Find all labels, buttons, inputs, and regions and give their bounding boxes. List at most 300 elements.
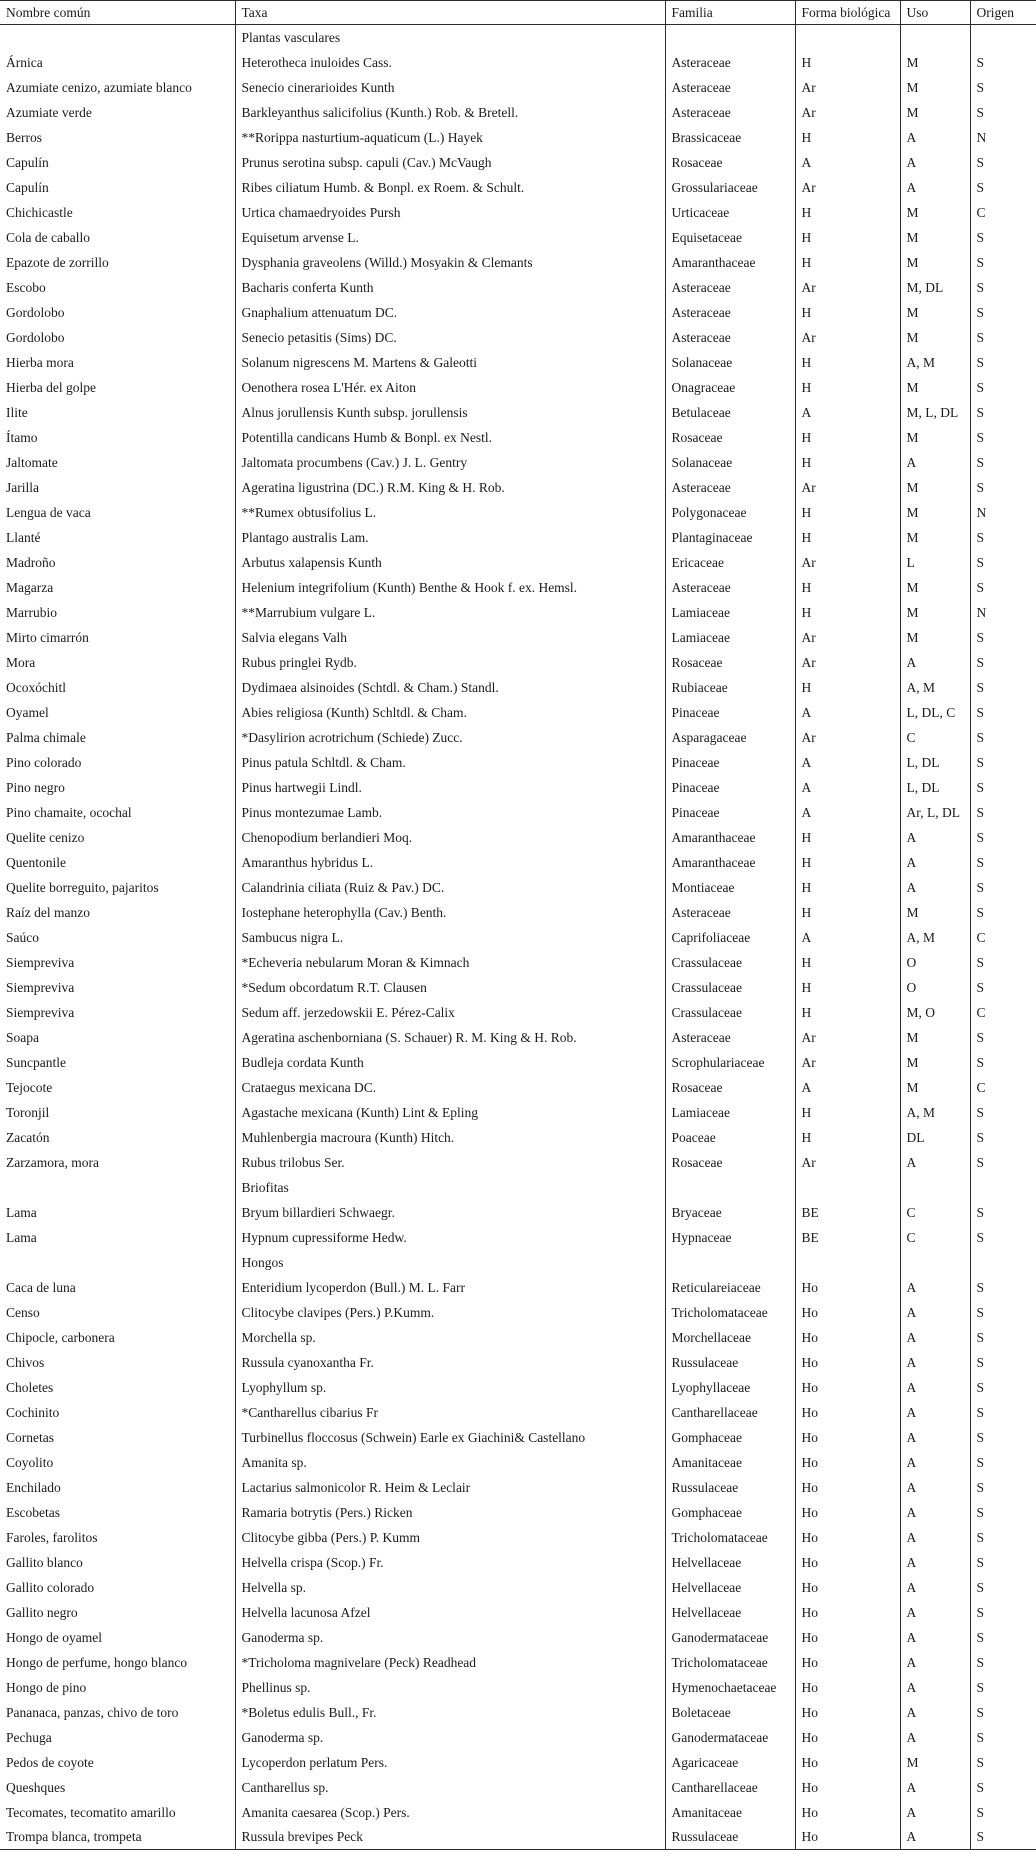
use-cell: M (900, 425, 970, 450)
family-cell: Asteraceae (665, 300, 795, 325)
origin-cell: S (970, 1400, 1036, 1425)
table-row (0, 900, 1036, 925)
biological-form-cell: Ho (795, 1300, 900, 1325)
empty-cell (0, 25, 235, 50)
use-cell: A (900, 1350, 970, 1375)
origin-cell: S (970, 475, 1036, 500)
common-name-cell: Tejocote (6, 1079, 53, 1095)
biological-form-cell: Ho (795, 1725, 900, 1750)
biological-form-cell: A (795, 700, 900, 725)
use-cell: A (900, 1325, 970, 1350)
family-cell: Rosaceae (665, 1150, 795, 1175)
family-cell: Asteraceae (665, 1025, 795, 1050)
table-row (0, 75, 1036, 100)
family-cell: Plantaginaceae (665, 525, 795, 550)
table-row (0, 1275, 1036, 1300)
empty-cell (900, 1250, 970, 1275)
origin-cell: N (970, 125, 1036, 150)
table-row (0, 1500, 1036, 1525)
biological-form-cell: Ho (795, 1700, 900, 1725)
common-name-cell: Escobetas (6, 1504, 60, 1520)
empty-cell (970, 1175, 1036, 1200)
family-cell: Rubiaceae (665, 675, 795, 700)
table-row (0, 800, 1036, 825)
table-row (0, 1375, 1036, 1400)
family-cell: Tricholomataceae (665, 1650, 795, 1675)
family-cell: Solanaceae (665, 450, 795, 475)
common-name-cell: Quelite cenizo (6, 829, 85, 845)
origin-cell: S (970, 225, 1036, 250)
use-cell: M (900, 525, 970, 550)
family-cell: Lamiaceae (665, 1100, 795, 1125)
taxa-cell: *Tricholoma magnivelare (Peck) Readhead (235, 1650, 665, 1675)
table-row (0, 1625, 1036, 1650)
common-name-cell: Capulín (6, 179, 49, 195)
use-cell: L, DL (900, 750, 970, 775)
biological-form-cell: H (795, 575, 900, 600)
origin-cell: S (970, 1725, 1036, 1750)
common-name-cell: Queshques (6, 1779, 66, 1795)
table-row (0, 1475, 1036, 1500)
origin-cell: S (970, 1750, 1036, 1775)
common-name-cell: Mora (6, 654, 36, 670)
origin-cell: S (970, 775, 1036, 800)
use-cell: M (900, 50, 970, 75)
taxa-cell: Lyophyllum sp. (235, 1375, 665, 1400)
taxa-cell: Crataegus mexicana DC. (235, 1075, 665, 1100)
family-cell: Cantharellaceae (665, 1775, 795, 1800)
family-cell: Russulaceae (665, 1825, 795, 1850)
family-cell: Asteraceae (665, 575, 795, 600)
origin-cell: S (970, 1300, 1036, 1325)
family-cell: Gomphaceae (665, 1425, 795, 1450)
origin-cell: S (970, 50, 1036, 75)
origin-cell: C (970, 1075, 1036, 1100)
use-cell: A (900, 1575, 970, 1600)
origin-cell: S (970, 850, 1036, 875)
biological-form-cell: Ar (795, 1150, 900, 1175)
header-uso: Uso (900, 1, 970, 25)
table-row (0, 525, 1036, 550)
biological-form-cell: H (795, 1100, 900, 1125)
biological-form-cell: BE (795, 1225, 900, 1250)
table-row (0, 1125, 1036, 1150)
table-row (0, 1050, 1036, 1075)
common-name-cell: Árnica (6, 54, 43, 70)
use-cell: A (900, 1550, 970, 1575)
origin-cell: S (970, 625, 1036, 650)
biological-form-cell: Ho (795, 1400, 900, 1425)
origin-cell: S (970, 825, 1036, 850)
use-cell: A, M (900, 925, 970, 950)
taxa-cell: **Marrubium vulgare L. (235, 600, 665, 625)
common-name-cell: Lama (6, 1229, 37, 1245)
biological-form-cell: H (795, 950, 900, 975)
use-cell: A (900, 1275, 970, 1300)
common-name-cell: Palma chimale (6, 729, 86, 745)
table-row (0, 450, 1036, 475)
origin-cell: S (970, 700, 1036, 725)
biological-form-cell: Ar (795, 475, 900, 500)
biological-form-cell: H (795, 500, 900, 525)
biological-form-cell: H (795, 450, 900, 475)
table-row (0, 1450, 1036, 1475)
taxa-cell: Pinus montezumae Lamb. (235, 800, 665, 825)
biological-form-cell: H (795, 975, 900, 1000)
table-row (0, 425, 1036, 450)
use-cell: DL (900, 1125, 970, 1150)
taxa-cell: *Dasylirion acrotrichum (Schiede) Zucc. (235, 725, 665, 750)
biological-form-cell: H (795, 350, 900, 375)
common-name-cell: Ilite (6, 404, 28, 420)
biological-form-cell: A (795, 925, 900, 950)
biological-form-cell: H (795, 525, 900, 550)
use-cell: A (900, 1150, 970, 1175)
common-name-cell: Pedos de coyote (6, 1754, 94, 1770)
origin-cell: S (970, 1350, 1036, 1375)
taxa-cell: Iostephane heterophylla (Cav.) Benth. (235, 900, 665, 925)
taxa-cell: Dysphania graveolens (Willd.) Mosyakin & Clemants (235, 250, 665, 275)
family-cell: Morchellaceae (665, 1325, 795, 1350)
family-cell: Amaranthaceae (665, 250, 795, 275)
taxa-cell: Ganoderma sp. (235, 1725, 665, 1750)
origin-cell: S (970, 275, 1036, 300)
use-cell: M (900, 75, 970, 100)
use-cell: A (900, 150, 970, 175)
origin-cell: S (970, 400, 1036, 425)
origin-cell: S (970, 425, 1036, 450)
family-cell: Asteraceae (665, 275, 795, 300)
common-name-cell: Lama (6, 1204, 37, 1220)
common-name-cell: Siempreviva (6, 954, 75, 970)
family-cell: Amanitaceae (665, 1800, 795, 1825)
taxa-cell: Russula cyanoxantha Fr. (235, 1350, 665, 1375)
taxa-cell: Helvella sp. (235, 1575, 665, 1600)
use-cell: C (900, 725, 970, 750)
biological-form-cell: H (795, 125, 900, 150)
biological-form-cell: A (795, 150, 900, 175)
use-cell: A (900, 875, 970, 900)
common-name-cell: Caca de luna (6, 1279, 76, 1295)
origin-cell: S (970, 1150, 1036, 1175)
common-name-cell: Jaltomate (6, 454, 58, 470)
use-cell: A (900, 1800, 970, 1825)
origin-cell: S (970, 1800, 1036, 1825)
table-row (0, 650, 1036, 675)
table-row (0, 1650, 1036, 1675)
common-name-cell: Hierba mora (6, 354, 74, 370)
common-name-cell: Cornetas (6, 1429, 54, 1445)
common-name-cell: Escobo (6, 279, 46, 295)
origin-cell: S (970, 1525, 1036, 1550)
taxa-cell: Oenothera rosea L'Hér. ex Aiton (235, 375, 665, 400)
taxa-cell: Clitocybe clavipes (Pers.) P.Kumm. (235, 1300, 665, 1325)
family-cell: Crassulaceae (665, 1000, 795, 1025)
empty-cell (900, 1175, 970, 1200)
header-origen: Origen (970, 1, 1036, 25)
taxa-cell: Pinus hartwegii Lindl. (235, 775, 665, 800)
family-cell: Ganodermataceae (665, 1625, 795, 1650)
common-name-cell: Ítamo (6, 429, 38, 445)
common-name-cell: Cochinito (6, 1404, 60, 1420)
biological-form-cell: Ho (795, 1475, 900, 1500)
use-cell: C (900, 1200, 970, 1225)
use-cell: M, DL (900, 275, 970, 300)
common-name-cell: Pino negro (6, 779, 65, 795)
origin-cell: S (970, 1775, 1036, 1800)
family-cell: Tricholomataceae (665, 1525, 795, 1550)
use-cell: M (900, 575, 970, 600)
use-cell: A (900, 1500, 970, 1525)
biological-form-cell: Ar (795, 100, 900, 125)
table-row (0, 175, 1036, 200)
biological-form-cell: Ho (795, 1275, 900, 1300)
origin-cell: S (970, 1425, 1036, 1450)
table-row (0, 1550, 1036, 1575)
table-row (0, 1700, 1036, 1725)
family-cell: Asteraceae (665, 100, 795, 125)
origin-cell: S (970, 150, 1036, 175)
use-cell: M (900, 500, 970, 525)
taxa-cell: Enteridium lycoperdon (Bull.) M. L. Farr (235, 1275, 665, 1300)
common-name-cell: Faroles, farolitos (6, 1529, 98, 1545)
table-row (0, 1325, 1036, 1350)
table-row (0, 975, 1036, 1000)
section-label: Briofitas (235, 1175, 665, 1200)
taxa-cell: **Rorippa nasturtium-aquaticum (L.) Hayek (235, 125, 665, 150)
table-row (0, 1200, 1036, 1225)
family-cell: Rosaceae (665, 650, 795, 675)
common-name-cell: Hongo de oyamel (6, 1629, 102, 1645)
origin-cell: C (970, 925, 1036, 950)
family-cell: Asteraceae (665, 50, 795, 75)
family-cell: Poaceae (665, 1125, 795, 1150)
table-row (0, 950, 1036, 975)
common-name-cell: Ocoxóchitl (6, 679, 66, 695)
common-name-cell: Coyolito (6, 1454, 54, 1470)
origin-cell: S (970, 800, 1036, 825)
empty-cell (970, 25, 1036, 50)
taxa-cell: Calandrinia ciliata (Ruiz & Pav.) DC. (235, 875, 665, 900)
taxa-cell: **Rumex obtusifolius L. (235, 500, 665, 525)
use-cell: A, M (900, 1100, 970, 1125)
taxa-cell: Dydimaea alsinoides (Schtdl. & Cham.) Standl. (235, 675, 665, 700)
empty-cell (0, 1175, 235, 1200)
taxa-cell: Gnaphalium attenuatum DC. (235, 300, 665, 325)
taxa-cell: *Boletus edulis Bull., Fr. (235, 1700, 665, 1725)
family-cell: Montiaceae (665, 875, 795, 900)
common-name-cell: Pino chamaite, ocochal (6, 804, 132, 820)
family-cell: Agaricaceae (665, 1750, 795, 1775)
use-cell: A (900, 1775, 970, 1800)
biological-form-cell: H (795, 375, 900, 400)
table-row (0, 825, 1036, 850)
use-cell: M (900, 1750, 970, 1775)
common-name-cell: Azumiate verde (6, 104, 92, 120)
table-row (0, 600, 1036, 625)
common-name-cell: Chivos (6, 1354, 45, 1370)
biological-form-cell: A (795, 775, 900, 800)
table-row (0, 550, 1036, 575)
table-row (0, 1300, 1036, 1325)
biological-form-cell: Ar (795, 275, 900, 300)
use-cell: A (900, 1650, 970, 1675)
taxa-cell: Ageratina ligustrina (DC.) R.M. King & H. Rob. (235, 475, 665, 500)
origin-cell: S (970, 1675, 1036, 1700)
origin-cell: S (970, 75, 1036, 100)
family-cell: Lamiaceae (665, 625, 795, 650)
origin-cell: S (970, 250, 1036, 275)
common-name-cell: Saúco (6, 929, 39, 945)
family-cell: Asteraceae (665, 475, 795, 500)
empty-cell (795, 25, 900, 50)
common-name-cell: Choletes (6, 1379, 54, 1395)
taxa-cell: Salvia elegans Valh (235, 625, 665, 650)
common-name-cell: Berros (6, 129, 42, 145)
common-name-cell: Oyamel (6, 704, 49, 720)
taxa-cell: Prunus serotina subsp. capuli (Cav.) McVaugh (235, 150, 665, 175)
origin-cell: S (970, 725, 1036, 750)
table-row (0, 1725, 1036, 1750)
use-cell: A (900, 1400, 970, 1425)
common-name-cell: Chichicastle (6, 204, 73, 220)
common-name-cell: Azumiate cenizo, azumiate blanco (6, 79, 192, 95)
table-header (0, 1, 1036, 25)
family-cell: Asteraceae (665, 75, 795, 100)
biological-form-cell: A (795, 400, 900, 425)
taxa-cell: Arbutus xalapensis Kunth (235, 550, 665, 575)
taxa-cell: Sedum aff. jerzedowskii E. Pérez-Calix (235, 1000, 665, 1025)
taxa-cell: Lactarius salmonicolor R. Heim & Leclair (235, 1475, 665, 1500)
empty-cell (665, 1175, 795, 1200)
biological-form-cell: Ho (795, 1525, 900, 1550)
common-name-cell: Gordolobo (6, 329, 65, 345)
family-cell: Helvellaceae (665, 1600, 795, 1625)
taxa-cell: Ganoderma sp. (235, 1625, 665, 1650)
common-name-cell: Hongo de perfume, hongo blanco (6, 1654, 188, 1670)
taxa-cell: Turbinellus floccosus (Schwein) Earle ex Giachini& Castellano (235, 1425, 665, 1450)
header-forma-biologica: Forma biológica (795, 1, 900, 25)
common-name-cell: Raíz del manzo (6, 904, 90, 920)
family-cell: Reticulareiaceae (665, 1275, 795, 1300)
table-row (0, 1025, 1036, 1050)
origin-cell: N (970, 500, 1036, 525)
family-cell: Onagraceae (665, 375, 795, 400)
origin-cell: S (970, 1550, 1036, 1575)
table-row (0, 750, 1036, 775)
use-cell: L, DL (900, 775, 970, 800)
origin-cell: S (970, 1200, 1036, 1225)
table-row (0, 1525, 1036, 1550)
origin-cell: S (970, 1600, 1036, 1625)
taxa-cell: Abies religiosa (Kunth) Schltdl. & Cham. (235, 700, 665, 725)
taxa-cell: Bryum billardieri Schwaegr. (235, 1200, 665, 1225)
section-row (0, 25, 1036, 50)
origin-cell: S (970, 1500, 1036, 1525)
origin-cell: S (970, 675, 1036, 700)
biological-form-cell: Ho (795, 1675, 900, 1700)
use-cell: M (900, 1050, 970, 1075)
use-cell: A (900, 450, 970, 475)
biological-form-cell: Ho (795, 1600, 900, 1625)
biological-form-cell: Ho (795, 1325, 900, 1350)
use-cell: O (900, 975, 970, 1000)
empty-cell (665, 25, 795, 50)
common-name-cell: Enchilado (6, 1479, 61, 1495)
common-name-cell: Madroño (6, 554, 56, 570)
biological-form-cell: Ho (795, 1350, 900, 1375)
taxa-cell: *Echeveria nebularum Moran & Kimnach (235, 950, 665, 975)
common-name-cell: Censo (6, 1304, 40, 1320)
common-name-cell: Quentonile (6, 854, 66, 870)
biological-form-cell: Ho (795, 1450, 900, 1475)
taxa-cell: Potentilla candicans Humb & Bonpl. ex Nestl. (235, 425, 665, 450)
taxa-cell: *Cantharellus cibarius Fr (235, 1400, 665, 1425)
biological-form-cell: Ar (795, 1025, 900, 1050)
table-row (0, 1575, 1036, 1600)
table-row (0, 350, 1036, 375)
origin-cell: S (970, 1825, 1036, 1850)
taxa-cell: Bacharis conferta Kunth (235, 275, 665, 300)
use-cell: A (900, 1700, 970, 1725)
family-cell: Ganodermataceae (665, 1725, 795, 1750)
table-row (0, 475, 1036, 500)
family-cell: Caprifoliaceae (665, 925, 795, 950)
biological-form-cell: Ho (795, 1650, 900, 1675)
table-row (0, 775, 1036, 800)
biological-form-cell: BE (795, 1200, 900, 1225)
origin-cell: S (970, 325, 1036, 350)
table-row (0, 1350, 1036, 1375)
taxa-cell: Helvella lacunosa Afzel (235, 1600, 665, 1625)
biological-form-cell: H (795, 300, 900, 325)
family-cell: Russulaceae (665, 1350, 795, 1375)
family-cell: Crassulaceae (665, 975, 795, 1000)
taxa-cell: Ageratina aschenborniana (S. Schauer) R. M. King & H. Rob. (235, 1025, 665, 1050)
taxa-cell: Rubus trilobus Ser. (235, 1150, 665, 1175)
origin-cell: S (970, 1325, 1036, 1350)
use-cell: C (900, 1225, 970, 1250)
origin-cell: N (970, 600, 1036, 625)
header-row (0, 1, 1036, 25)
family-cell: Helvellaceae (665, 1550, 795, 1575)
table-row (0, 1400, 1036, 1425)
section-label: Plantas vasculares (235, 25, 665, 50)
family-cell: Russulaceae (665, 1475, 795, 1500)
table-row (0, 1750, 1036, 1775)
table-row (0, 125, 1036, 150)
family-cell: Crassulaceae (665, 950, 795, 975)
use-cell: A (900, 850, 970, 875)
empty-cell (0, 1250, 235, 1275)
biological-form-cell: H (795, 225, 900, 250)
taxa-cell: *Sedum obcordatum R.T. Clausen (235, 975, 665, 1000)
use-cell: M (900, 625, 970, 650)
use-cell: M (900, 375, 970, 400)
table-row (0, 1675, 1036, 1700)
origin-cell: S (970, 900, 1036, 925)
use-cell: Ar, L, DL (900, 800, 970, 825)
taxa-cell: Helenium integrifolium (Kunth) Benthe & Hook f. ex. Hemsl. (235, 575, 665, 600)
use-cell: O (900, 950, 970, 975)
taxa-cell: Plantago australis Lam. (235, 525, 665, 550)
empty-cell (900, 25, 970, 50)
biological-form-cell: Ho (795, 1775, 900, 1800)
table-row (0, 1000, 1036, 1025)
use-cell: M (900, 250, 970, 275)
biological-form-cell: Ar (795, 175, 900, 200)
taxa-cell: Rubus pringlei Rydb. (235, 650, 665, 675)
